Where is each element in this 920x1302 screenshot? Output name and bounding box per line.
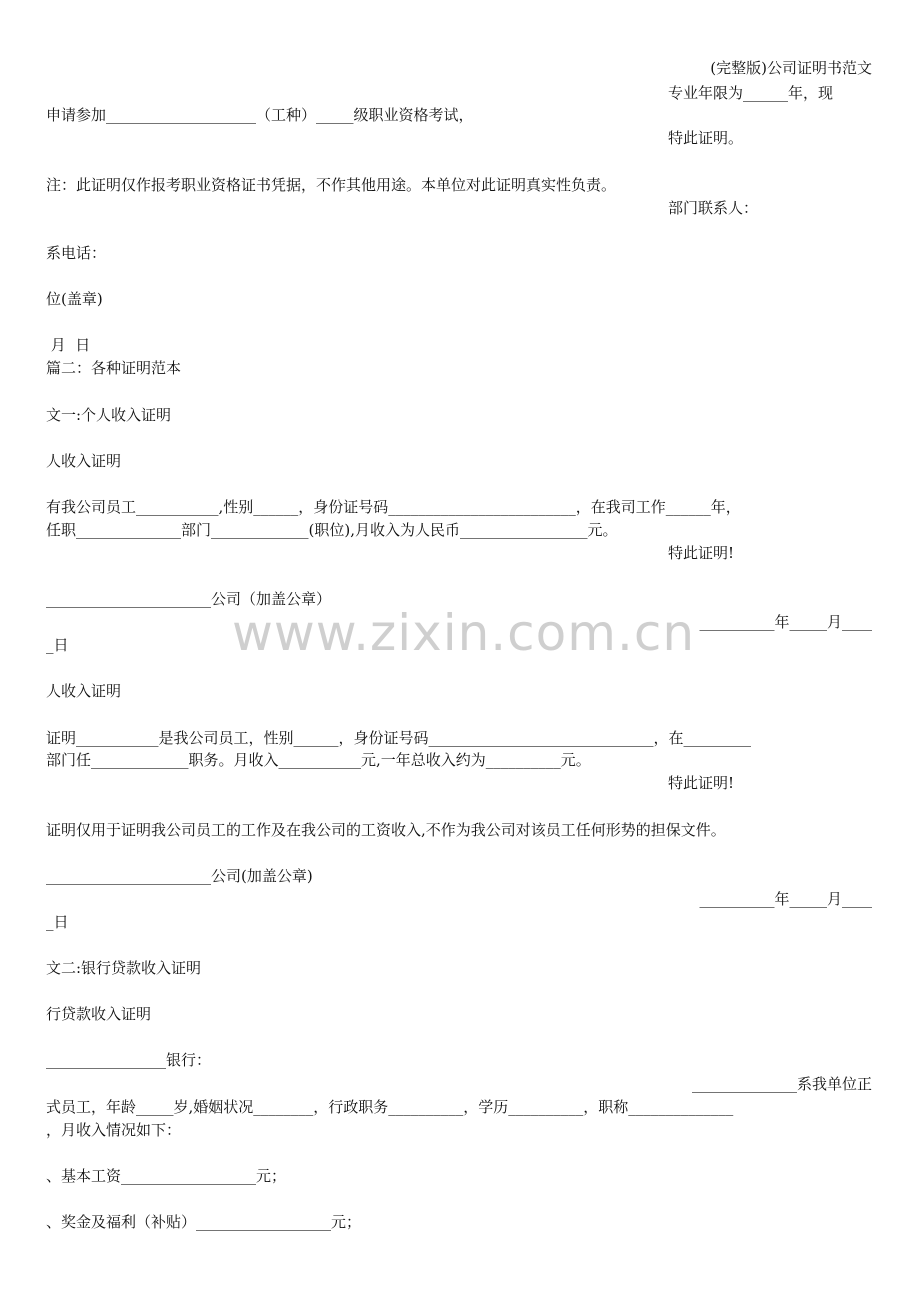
section-heading: 篇二：各种证明范本 [46,359,182,377]
section-heading: 文二:银行贷款收入证明 [46,959,202,977]
text-line: 注：此证明仅作报考职业资格证书凭据，不作其他用途。本单位对此证明真实性负责。 [46,176,617,194]
date-line: _日 [46,913,69,931]
date-line: _日 [46,636,69,654]
text-line: 部门任_____________职务。月收入___________元,一年总收入约为__________元。 [46,751,591,769]
text-line: 、基本工资__________________元； [46,1167,287,1185]
text-line: ______________________公司(加盖公章) [46,867,313,885]
text-line: ，月收入情况如下： [46,1121,182,1139]
text-line: 证明___________是我公司员工，性别______，身份证号码______________________________，在_________ [46,729,752,747]
date-line: __________年_____月____ [699,890,872,908]
text-line: ______________系我单位正 [691,1075,872,1093]
section-heading: 行贷款收入证明 [46,1005,152,1023]
text-line: 申请参加____________________（工种）_____级职业资格考试， [46,106,474,124]
watermark: www.zixin.com.cn [232,604,696,662]
text-line: 证明仅用于证明我公司员工的工作及在我公司的工资收入,不作为我公司对该员工任何形势的担保文件。 [46,821,726,839]
text-line: 、奖金及福利（补贴）__________________元； [46,1213,362,1231]
text-line: 特此证明! [668,544,735,562]
text-line: 位(盖章) [46,290,103,308]
date-line: __________年_____月____ [699,613,872,631]
section-heading: 人收入证明 [46,452,122,470]
text-line: ________________银行： [46,1051,212,1069]
section-heading: 人收入证明 [46,682,122,700]
text-line: 部门联系人： [668,199,759,217]
text-line: 专业年限为______年，现 [668,84,834,102]
document-header-title: (完整版)公司证明书范文 [710,59,872,77]
text-line: 特此证明! [668,774,735,792]
text-line: ______________________公司（加盖公章） [46,590,332,608]
text-line: 有我公司员工___________,性别______，身份证号码_________________________，在我司工作______年， [46,498,741,516]
section-heading: 文一:个人收入证明 [46,406,172,424]
text-line: 任职______________部门_____________(职位),月收入为人民币_________________元。 [46,521,618,539]
text-line: 月 日 [46,336,91,354]
text-line: 特此证明。 [668,129,744,147]
text-line: 式员工，年龄_____岁,婚姻状况________，行政职务__________，学历__________，职称______________ [46,1098,734,1116]
text-line: 系电话： [46,244,107,262]
